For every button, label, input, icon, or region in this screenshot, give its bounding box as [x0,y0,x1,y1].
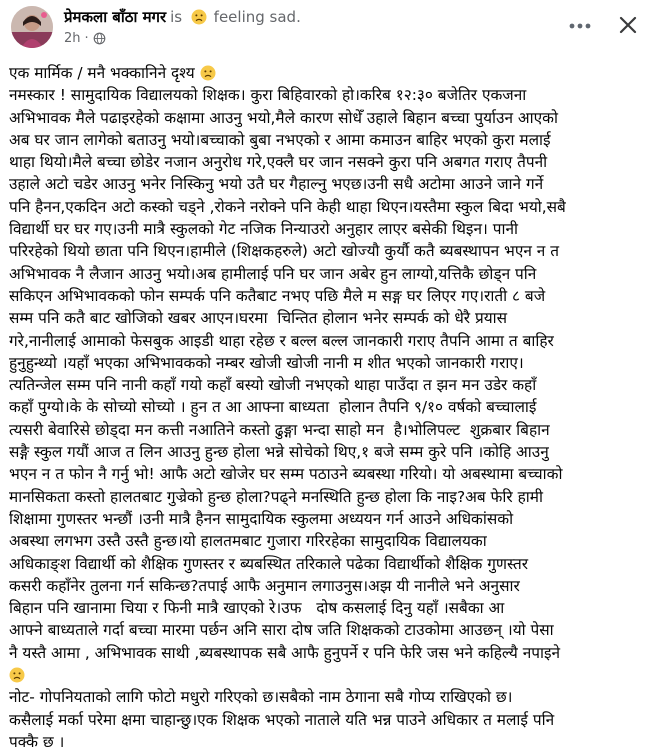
post-text-line: नमस्कार ! सामुदायिक विद्यालयको शिक्षक। कुरा बिहिवारको हो।करिब १२:३० बजेतिर एकजना [9,86,527,105]
sad-face-icon [200,65,216,81]
sad-face-icon [191,9,207,25]
post-text-line: सकिएन अभिभावकको फोन सम्पर्क पनि कतैबाट नभए पछि मैले म सङ्ग घर लिएर गए।राती ८ बजे [9,286,546,305]
post-text-line: थाहा थियो।मैले बच्चा छोडेर नजान अनुरोध गरे,एक्लै घर जान नसक्ने कुरा पनि अबगत गराए तैपनी [9,153,548,172]
is-text: is [170,8,183,26]
post-text-line: विद्यार्थी घर घर गए।उनी मात्रै स्कुलको गेट नजिक निन्याउरो अनुहार लाएर बसेकी थिइन। पानी [9,220,519,239]
post-text-line: अभिभावक मैले पढाइरहेको कक्षामा आउनु भयो,मैले कारण सोधेँ उहाले बिहान बच्चा पुर्याउन आएको [9,108,558,127]
post-text-line: अभिभावक नै लैजान आउनु भयो।अब हामीलाई पनि घर जान अबेर हुन लाग्यो,यत्तिकै छोड्न पनि [9,264,537,283]
post-text-line: पनि हैनन,एकदिन अटो कस्को चड्ने ,रोकने नरोक्ने पनि केही थाहा थिएन।यस्तैमा स्कुल बिदा भयो,सबै [9,197,566,216]
post-text-line: अधिकाङ्श विद्यार्थी को शैक्षिक गुणस्तर र ब्यबस्थित तरिकाले पढेका विद्यार्थीको शैक्षिक गुणस्तर [9,554,529,573]
post-text-line: मानसिकता कस्तो हालतबाट गुज्रेको हुन्छ होला?पढ्ने मनस्थिति हुन्छ होला कि नाइ?अब फेरि हामी [9,487,543,506]
author-line [64,7,301,27]
post-text-line: सङ्गै स्कुल गयौं आज त लिन आउनु हुन्छ होला भन्ने सोचेको थिए,१ बजे सम्म कुरे पनि ।कोहि आउनु [9,443,549,462]
post-text-line: भएन न त फोन नै गर्नु भो! आफै अटो खोजेर घर सम्म पठाउने ब्यबस्था गरियो। यो अबस्थामा बच्चाको [9,465,563,484]
post-text-line: शिक्षामा गुणस्तर भन्छौं ।उनी मात्रै हैनन सामुदायिक स्कुलमा अध्ययन गर्न आउने अधिकांसको [9,509,514,528]
post-text-line: परिरहेको थियो छाता पनि थिएन।हामीले (शिक्षकहरुले) अटो खोज्यौ कुर्यौ कतै ब्यबस्थापन भएन न त [9,242,560,261]
post-text-line: अब घर जान लागेको बताउनु भयो।बच्चाको बुबा नभएको र आमा कमाउन बाहिर भएको कुरा मलाई [9,130,551,149]
sad-face-icon [9,667,25,683]
post-time[interactable]: 2h [64,31,81,46]
post-text-line: गरे,नानीलाई आमाको फेसबुक आइडी थाहा रहेछ र बल्ल बल्ल जानकारी गराए तैपनि आमा त बाहिर [9,331,554,350]
post-text-line: नै यस्तै आमा , अभिभावक साथी ,ब्यबस्थापक सबै आफै हुनुपर्ने र पनि फेरि जस भने कहिल्यै नपाइने [9,643,561,662]
post-text-line: उहाले अटो चडेर आउनु भनेर निस्किनु भयो उतै घर गैहाल्नु भएछ।उनी सधै अटोमा आउने जाने गर्ने [9,175,544,194]
post-text-line: नोट- गोपनियताको लागि फोटो मधुरो गरिएको छ।सबैको नाम ठेगाना सबै गोप्य राखिएको छ। [9,688,513,707]
post-meta: 2h · [64,31,106,46]
more-options-button[interactable] [566,14,594,38]
post-text-line: एक मार्मिक / मनै भक्कानिने दृश्य [9,62,649,84]
post-text-line: कसैलाई मर्का परेमा क्षमा चाहान्छु।एक शिक्षक भएको नाताले यति भन्न पाउने अधिकार त मलाई पनि [9,710,555,729]
close-icon [614,14,642,38]
post-text-line: बिहान पनि खानामा चिया र फिनी मात्रै खाएको रे।उफ दोष कसलाई दिनु यहाँ ।सबैका आ [9,599,505,618]
avatar[interactable] [11,6,53,48]
post-text-line: अबस्था लगभग उस्तै उस्तै हुन्छ।यो हालतमबाट गुजारा गरिरहेका सामुदायिक विद्यालयका [9,532,487,551]
ellipsis-icon [566,14,594,38]
post-text-line: सम्म पनि कतै बाट खोजिको खबर आएन।घरमा चिन्तित होलान भनेर सम्पर्क को धेरै प्रयास [9,309,508,328]
post-body [9,62,649,753]
post-text-line: पक्कै छ । [9,732,65,751]
post-text-line: त्यसरी बेवारिसे छोड्दा मन कत्ती नआतिने कस्तो ढुङ्गा भन्दा साहो मन है।भोलिपल्ट शुक्रबार बिहान [9,420,550,439]
post-text-line: आफ्ने बाध्यताले गर्दा बच्चा मारमा पर्छन अनि सारा दोष जति शिक्षकको टाउकोमा आउछन् ।यो पेसा [9,621,554,640]
globe-icon [93,32,106,45]
close-button[interactable] [614,14,642,38]
post-text-line: त्यतिन्जेल सम्म पनि नानी कहाँ गयो कहाँ बस्यो खोजी नभएको थाहा पाउँदा त झन मन उडेर कहाँ [9,376,537,395]
post-text-line: कहाँ पुग्यो।के के सोच्यो सोच्यो । हुन त आ आफ्ना बाध्यता होलान तैपनि ९/१० वर्षको बच्चालाई [9,398,537,417]
post-text-line: हुनुहुन्थ्यो ।यहाँ भएका अभिभावकको नम्बर खोजी खोजी नानी म शीत भएको जानकारी गराए। [9,353,524,372]
post-text-line [9,664,649,686]
avatar-photo [11,6,53,48]
post-text-line: कसरी कहाँनेर तुलना गर्न सकिन्छ?तपाई आफै अनुमान लगाउनुस।अझ यी नानीले भने अनुसार [9,576,520,595]
feeling-text: feeling sad. [213,8,301,26]
post-header [0,0,657,58]
author-name[interactable]: प्रेमकला बाँठा मगर [64,8,167,26]
